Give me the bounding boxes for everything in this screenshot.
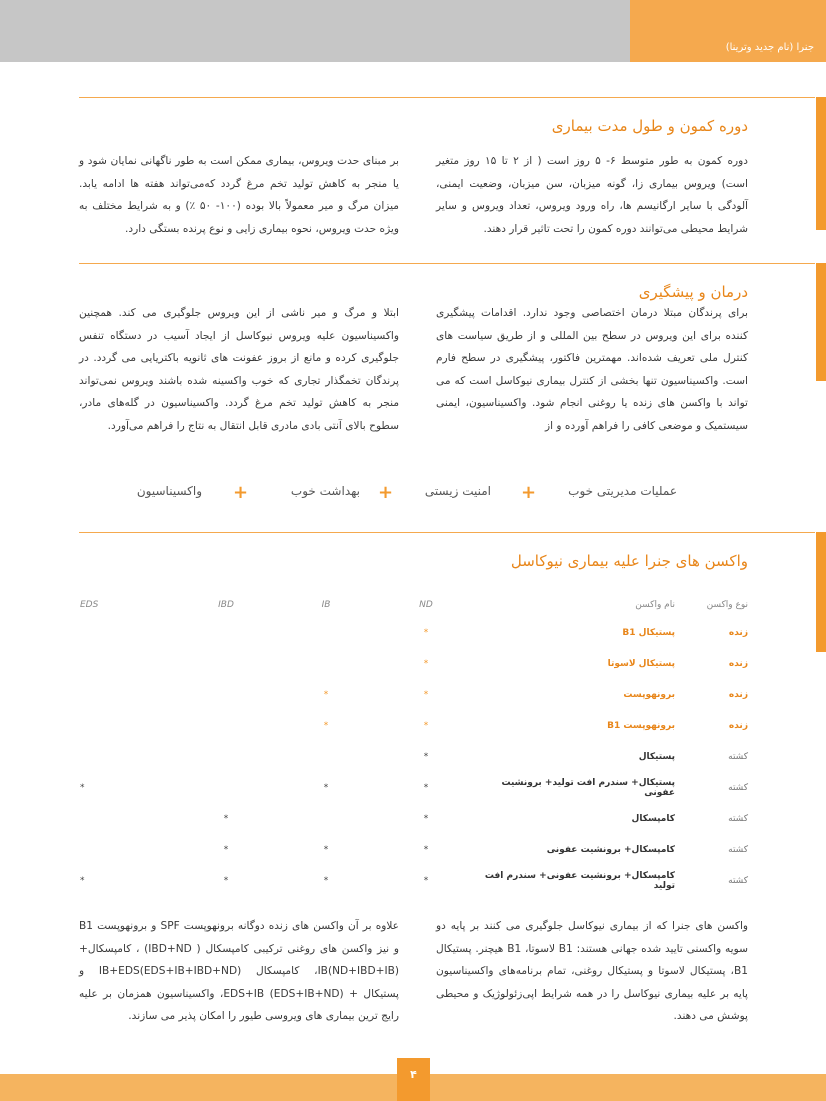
coverage-mark-cell bbox=[79, 803, 176, 834]
vaccine-name-cell: پستیکال+ سندرم افت تولید+ برونشیت عفونی bbox=[501, 777, 675, 798]
section-heading: واکسن های جنرا علیه بیماری نیوکاسل bbox=[510, 552, 748, 570]
table-row bbox=[79, 617, 749, 648]
pillar-label: امنیت زیستی bbox=[424, 484, 491, 498]
vaccine-type-cell: کشته bbox=[728, 782, 748, 793]
page-number: ۴ bbox=[410, 1068, 417, 1081]
vaccine-type-cell: کشته bbox=[728, 751, 748, 762]
column-header: نوع واکسن bbox=[706, 600, 748, 610]
table-row bbox=[79, 741, 749, 772]
coverage-mark-cell: * bbox=[323, 782, 329, 793]
table-row bbox=[79, 834, 749, 865]
coverage-mark-cell bbox=[276, 648, 376, 679]
coverage-mark-cell: * bbox=[423, 658, 429, 669]
coverage-mark-cell bbox=[176, 772, 276, 803]
table-header-row bbox=[79, 593, 749, 617]
coverage-mark-cell: * bbox=[323, 689, 329, 700]
table-row bbox=[79, 803, 749, 834]
coverage-mark-cell: * bbox=[423, 751, 429, 762]
paragraph: برای پرندگان مبتلا درمان اختصاصی وجود ندارد. اقدامات پیشگیری کننده برای این ویروس در سطح بین المللی و از طریق سیاست های کنترل ملی تعریف شده‌اند. مهمترین فاکتور، پیشگیری در سطح فارم است. واکسیناسیون تنها بخشی از کنترل بیماری نیوکاسل است که می تواند با واکسن های زنده یا روغنی انجام شود. واکسیناسیون، ایمنی سیستمیک و موضعی کافی را فراهم آورده و از bbox=[436, 307, 748, 432]
paragraph: ابتلا و مرگ و میر ناشی از این ویروس جلوگیری می کند. همچنین واکسیناسیون علیه ویروس نیوکاسل از ایجاد آسیب در دستگاه تنفس جلوگیری کرده و مانع از بروز عفونت های ثانویه باکتریایی می گردد. در پرندگان تخمگذار تجاری که خوب واکسینه شده باشند ویروس نمی‌تواند منجر به کاهش تولید تخم مرغ گردد. واکسیناسیون در گله‌های مادر، سطوح بالای آنتی بادی مادری قابل انتقال به نتاج را فراهم می‌آورد. bbox=[79, 307, 399, 432]
column-header: EDS bbox=[80, 600, 99, 610]
header-tab-label: جنرا (نام جدید وترینا) bbox=[725, 42, 814, 53]
column-header: نام واکسن bbox=[635, 600, 675, 610]
vaccine-type-cell: کشته bbox=[728, 813, 748, 824]
coverage-mark-cell: * bbox=[423, 844, 429, 855]
paragraph: دوره کمون به طور متوسط ۶- ۵ روز است ( از ۲ تا ۱۵ روز متغیر است) ویروس بیماری زا، گونه میزبان، سن میزبان، وضعیت ایمنی، آلودگی با سایر ارگانیسم ها، راه ورود ویروس، تعداد ویروس و سایر شرایط محیطی می‌توانند دوره کمون را تحت تاثیر قرار دهند. bbox=[436, 155, 748, 235]
coverage-mark-cell bbox=[276, 803, 376, 834]
coverage-mark-cell bbox=[79, 679, 176, 710]
section-divider bbox=[79, 97, 815, 98]
plus-icon: + bbox=[521, 482, 537, 503]
paragraph: واکسن های جنرا که از بیماری نیوکاسل جلوگیری می کنند بر پایه دو سویه واکسنی تایید شده جهانی هستند: B1 لاسوتا، B1 هیچنر. پستیکال B1، پستیکال لاسوتا و پستیکال روغنی، تمام برنامه‌های واکسیناسیون پایه بر علیه بیماری نیوکاسل را در همه شرایط اپی‌زئولوژیک و محیطی پوشش می دهند. bbox=[436, 920, 748, 1022]
vaccine-name-cell: پستیکال لاسوتا bbox=[607, 658, 675, 669]
column-header: IB bbox=[321, 600, 331, 610]
coverage-mark-cell: * bbox=[423, 782, 429, 793]
coverage-mark-cell: * bbox=[223, 875, 229, 886]
section-heading: دوره کمون و طول مدت بیماری bbox=[551, 117, 748, 135]
section-marker bbox=[816, 532, 826, 652]
coverage-mark-cell: * bbox=[80, 782, 85, 793]
coverage-mark-cell bbox=[176, 617, 276, 648]
coverage-mark-cell: * bbox=[423, 720, 429, 731]
coverage-mark-cell bbox=[176, 679, 276, 710]
coverage-mark-cell: * bbox=[423, 627, 429, 638]
vaccine-type-cell: زنده bbox=[728, 658, 748, 669]
coverage-mark-cell bbox=[79, 741, 176, 772]
vaccine-table bbox=[79, 593, 749, 896]
plus-icon: + bbox=[233, 482, 249, 503]
coverage-mark-cell: * bbox=[80, 875, 85, 886]
coverage-mark-cell bbox=[276, 617, 376, 648]
section-marker bbox=[816, 263, 826, 381]
vaccine-name-cell: کامپسکال bbox=[631, 813, 675, 824]
table-row bbox=[79, 865, 749, 896]
vaccine-type-cell: کشته bbox=[728, 844, 748, 855]
coverage-mark-cell: * bbox=[423, 813, 429, 824]
vaccine-type-cell: زنده bbox=[728, 627, 748, 638]
vaccine-name-cell: کامپسکال+ برونشیت عفونی+ سندرم افت تولید bbox=[484, 870, 675, 891]
coverage-mark-cell bbox=[276, 741, 376, 772]
section-divider bbox=[79, 532, 815, 533]
coverage-mark-cell bbox=[79, 648, 176, 679]
column-header: ND bbox=[419, 600, 433, 610]
paragraph: بر مبنای حدت ویروس، بیماری ممکن است به طور ناگهانی نمایان شود و یا منجر به کاهش تولید تخم مرغ گردد که‌می‌تواند هفته ها ادامه یابد. میزان مرگ و میر معمولاً بالا بوده (۱۰۰- ۵۰ ٪) و به شرایط مختلف به ویژه حدت ویروس، نحوه بیماری زایی و نوع پرنده بستگی دارد. bbox=[79, 155, 399, 235]
coverage-mark-cell: * bbox=[323, 720, 329, 731]
coverage-mark-cell bbox=[176, 741, 276, 772]
pillar-label: واکسیناسیون bbox=[136, 484, 202, 498]
coverage-mark-cell bbox=[79, 834, 176, 865]
coverage-mark-cell: * bbox=[423, 689, 429, 700]
vaccine-type-cell: زنده bbox=[728, 720, 748, 731]
vaccine-name-cell: پستیکال bbox=[638, 751, 675, 762]
coverage-mark-cell: * bbox=[223, 813, 229, 824]
vaccine-name-cell: برونهوپست B1 bbox=[607, 720, 675, 731]
vaccine-name-cell: برونهوپست bbox=[623, 689, 675, 700]
plus-icon: + bbox=[378, 482, 394, 503]
page-number-box bbox=[397, 1058, 430, 1101]
coverage-mark-cell bbox=[79, 710, 176, 741]
section-heading: درمان و پیشگیری bbox=[638, 283, 748, 301]
header-bar bbox=[0, 0, 826, 62]
coverage-mark-cell: * bbox=[323, 844, 329, 855]
coverage-mark-cell bbox=[79, 617, 176, 648]
coverage-mark-cell bbox=[176, 648, 276, 679]
table-row bbox=[79, 772, 749, 803]
vaccine-type-cell: کشته bbox=[728, 875, 748, 886]
section-marker bbox=[816, 97, 826, 230]
vaccine-name-cell: پستیکال B1 bbox=[622, 627, 675, 638]
coverage-mark-cell: * bbox=[323, 875, 329, 886]
section-divider bbox=[79, 263, 815, 264]
coverage-mark-cell: * bbox=[423, 875, 429, 886]
pillar-label: عملیات مدیریتی خوب bbox=[568, 484, 677, 498]
coverage-mark-cell bbox=[176, 710, 276, 741]
paragraph: علاوه بر آن واکسن های زنده دوگانه برونهوپست SPF و برونهوپست B1 و نیز واکسن های روغنی ترکیبی کامپسکال ( IBD+ND) ، کامپسکال+ IB(ND+IBD+IB)، کامپسکال IB+EDS(EDS+IB+IBD+ND) و پستیکال + EDS+IB (EDS+IB+ND)، واکسیناسیون همزمان بر علیه رایج ترین بیماری های ویروسی طیور را امکان پذیر می سازند. bbox=[79, 920, 399, 1022]
table-row bbox=[79, 679, 749, 710]
vaccine-type-cell: زنده bbox=[728, 689, 748, 700]
table-row bbox=[79, 710, 749, 741]
pillar-label: بهداشت خوب bbox=[290, 484, 360, 498]
table-row bbox=[79, 648, 749, 679]
vaccine-name-cell: کامپسکال+ برونشیت عفونی bbox=[546, 844, 675, 855]
coverage-mark-cell: * bbox=[223, 844, 229, 855]
column-header: IBD bbox=[218, 600, 234, 610]
header-tab bbox=[630, 0, 826, 62]
